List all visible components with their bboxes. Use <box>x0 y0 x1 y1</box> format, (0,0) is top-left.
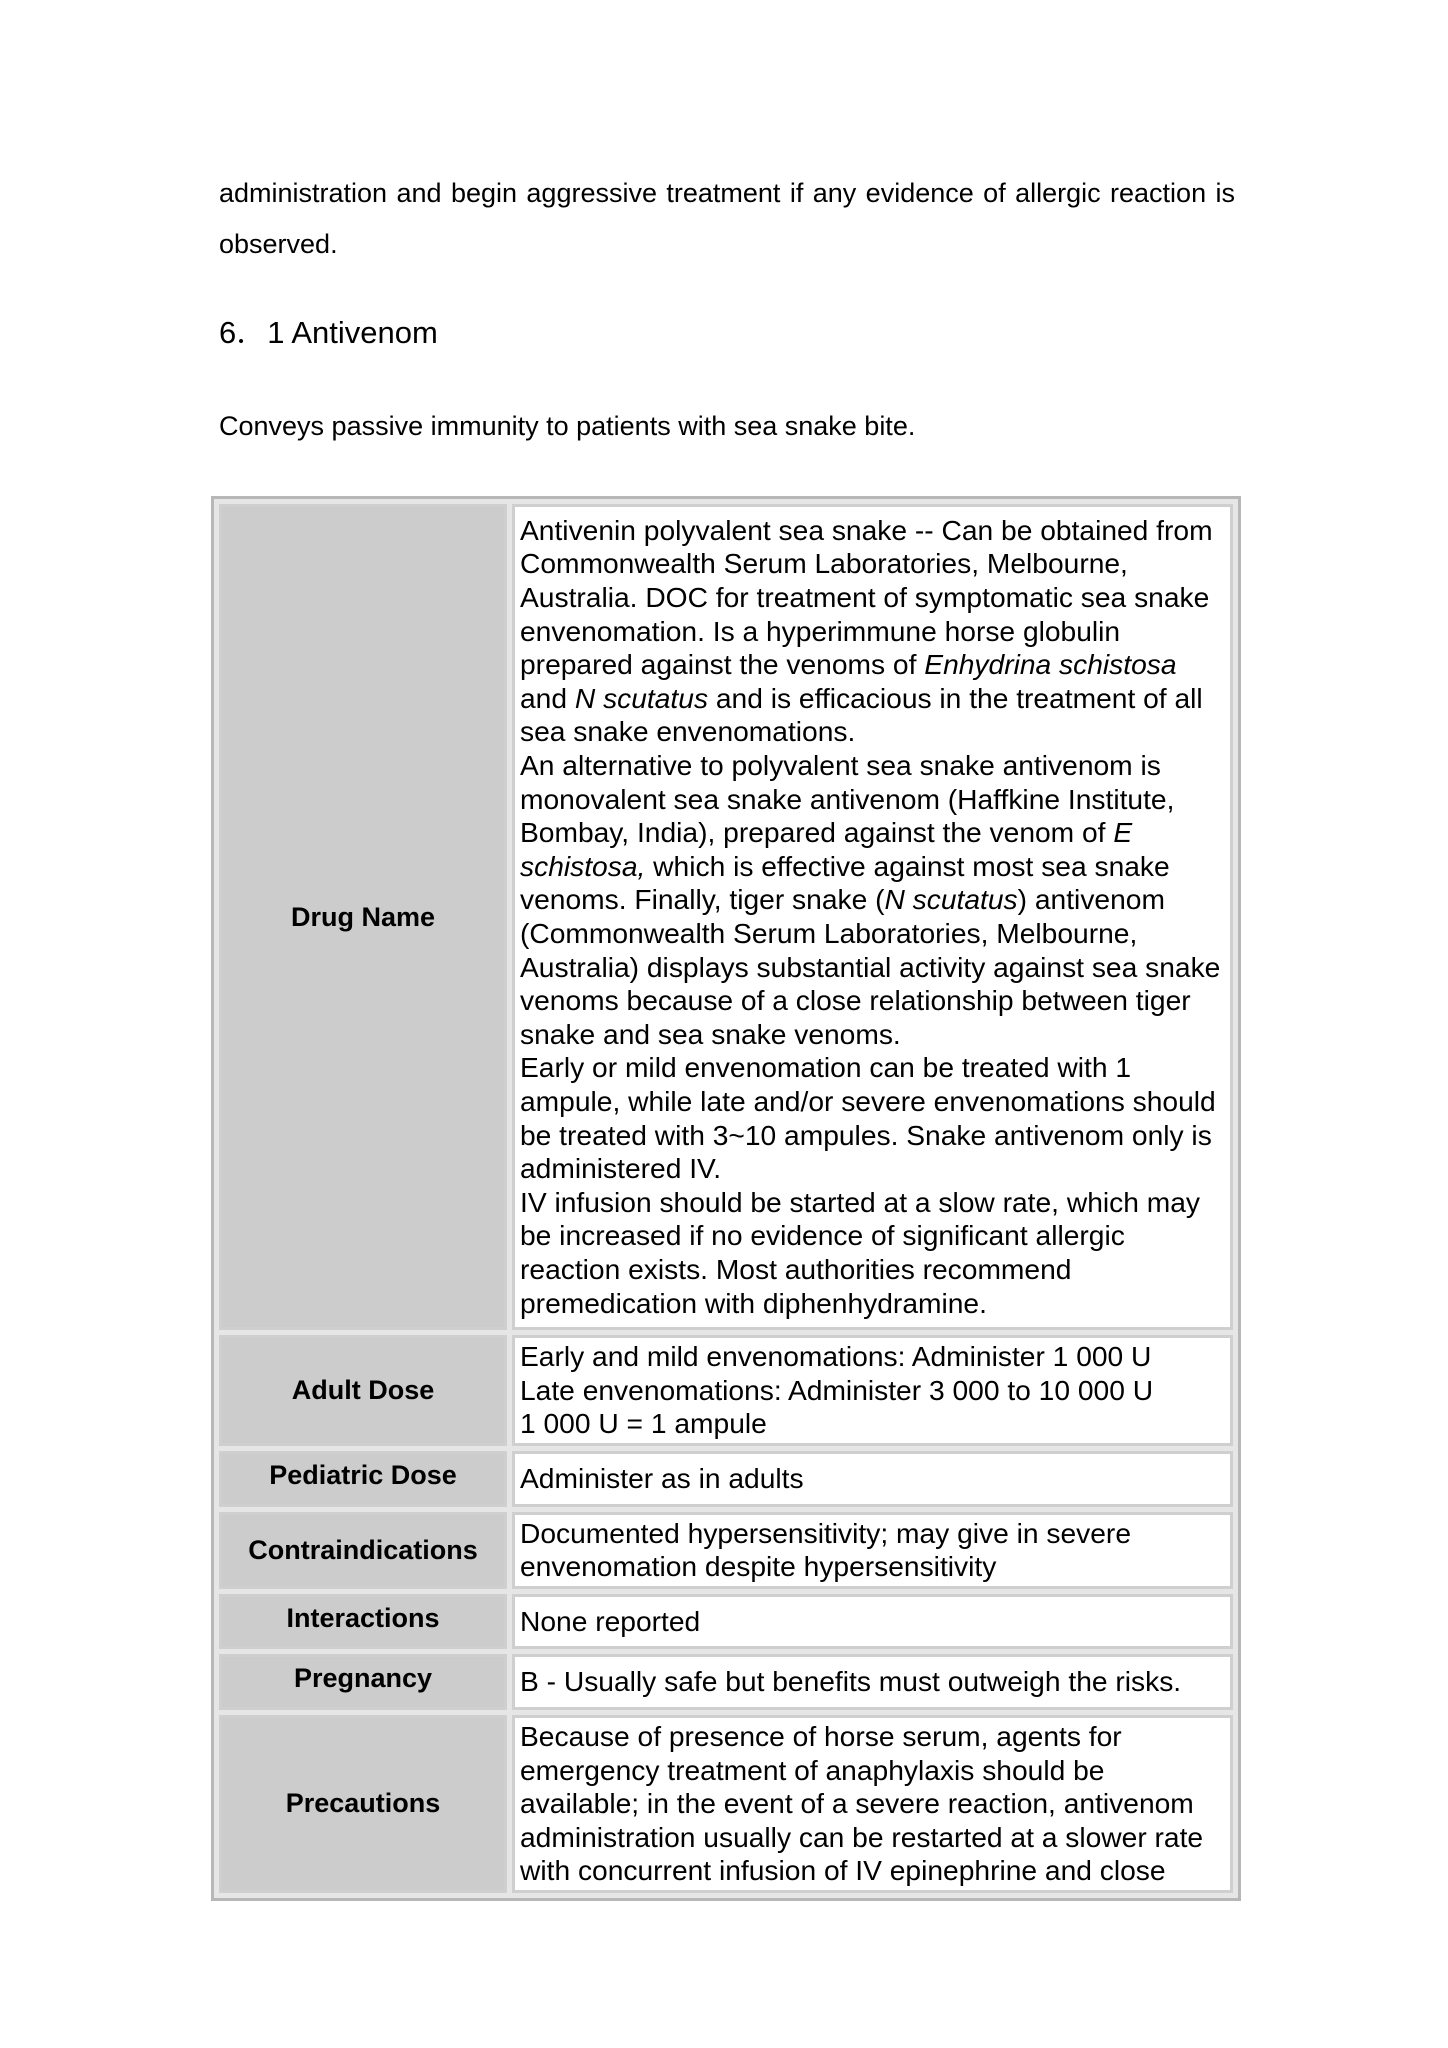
drug-name-value <box>512 504 1233 1330</box>
table-row-pregnancy <box>219 1654 1233 1710</box>
pregnancy-value: B - Usually safe but benefits must outweigh the risks. <box>512 1654 1233 1710</box>
contraindications-label: Contraindications <box>219 1512 507 1589</box>
section-intro-paragraph: Conveys passive immunity to patients with sea snake bite. <box>219 411 916 441</box>
contraindications-value: Documented hypersensitivity; may give in severe envenomation despite hypersensitivity <box>512 1512 1233 1589</box>
table-row-drug-name <box>219 504 1233 1330</box>
adult-dose-line: Late envenomations: Administer 3 000 to 10 000 U <box>520 1373 1154 1406</box>
drug-name-paragraph: Antivenin polyvalent sea snake -- Can be obtained from Commonwealth Serum Laboratories, Melbourne, Australia. DOC for treatment of symptomatic sea snake envenomation. Is a hyperimmune horse globulin prepared against the venoms of Enhydrina schistosa and N scutatus and is efficacious in the treatment of all sea snake envenomations. <box>520 513 1213 748</box>
pediatric-dose-value: Administer as in adults <box>512 1451 1233 1507</box>
table-row-adult-dose <box>219 1335 1233 1446</box>
interactions-label: Interactions <box>219 1594 507 1649</box>
drug-name-label: Drug Name <box>219 504 507 1330</box>
adult-dose-value <box>512 1335 1233 1446</box>
table-row-interactions <box>219 1594 1233 1649</box>
precautions-label: Precautions <box>219 1715 507 1893</box>
adult-dose-label: Adult Dose <box>219 1335 507 1446</box>
drug-name-paragraph: Early or mild envenomation can be treated with 1 ampule, while late and/or severe envenomations should be treated with 3~10 ampules. Snake antivenom only is administered IV. <box>520 1051 1216 1185</box>
drug-info-table <box>211 496 1241 1901</box>
precautions-value: Because of presence of horse serum, agents for emergency treatment of anaphylaxis should be available; in the event of a severe reaction, antivenom administration usually can be restarted at a slower rate with concurrent infusion of IV epinephrine and close <box>512 1715 1233 1893</box>
section-heading: 6．1 Antivenom <box>219 315 438 350</box>
pediatric-dose-label: Pediatric Dose <box>219 1451 507 1507</box>
intro-paragraph: administration and begin aggressive treatment if any evidence of allergic reaction is observed. <box>219 178 1235 259</box>
interactions-value: None reported <box>512 1594 1233 1649</box>
drug-name-paragraph: An alternative to polyvalent sea snake antivenom is monovalent sea snake antivenom (Haffkine Institute, Bombay, India), prepared against the venom of E schistosa, which is effective against most sea snake venoms. Finally, tiger snake (N scutatus) antivenom (Commonwealth Serum Laboratories, Melbourne, Australia) displays substantial activity against sea snake venoms because of a close relationship between tiger snake and sea snake venoms. <box>520 749 1221 1050</box>
table-row-pediatric-dose <box>219 1451 1233 1507</box>
table-row-contraindications <box>219 1512 1233 1589</box>
drug-name-paragraph: IV infusion should be started at a slow rate, which may be increased if no evidence of significant allergic reaction exists. Most authorities recommend premedication with diphenhydramine. <box>520 1185 1200 1319</box>
adult-dose-line: 1 000 U = 1 ampule <box>520 1407 767 1440</box>
table-row-precautions <box>219 1715 1233 1893</box>
pregnancy-label: Pregnancy <box>219 1654 507 1710</box>
adult-dose-line: Early and mild envenomations: Administer 1 000 U <box>520 1340 1152 1372</box>
